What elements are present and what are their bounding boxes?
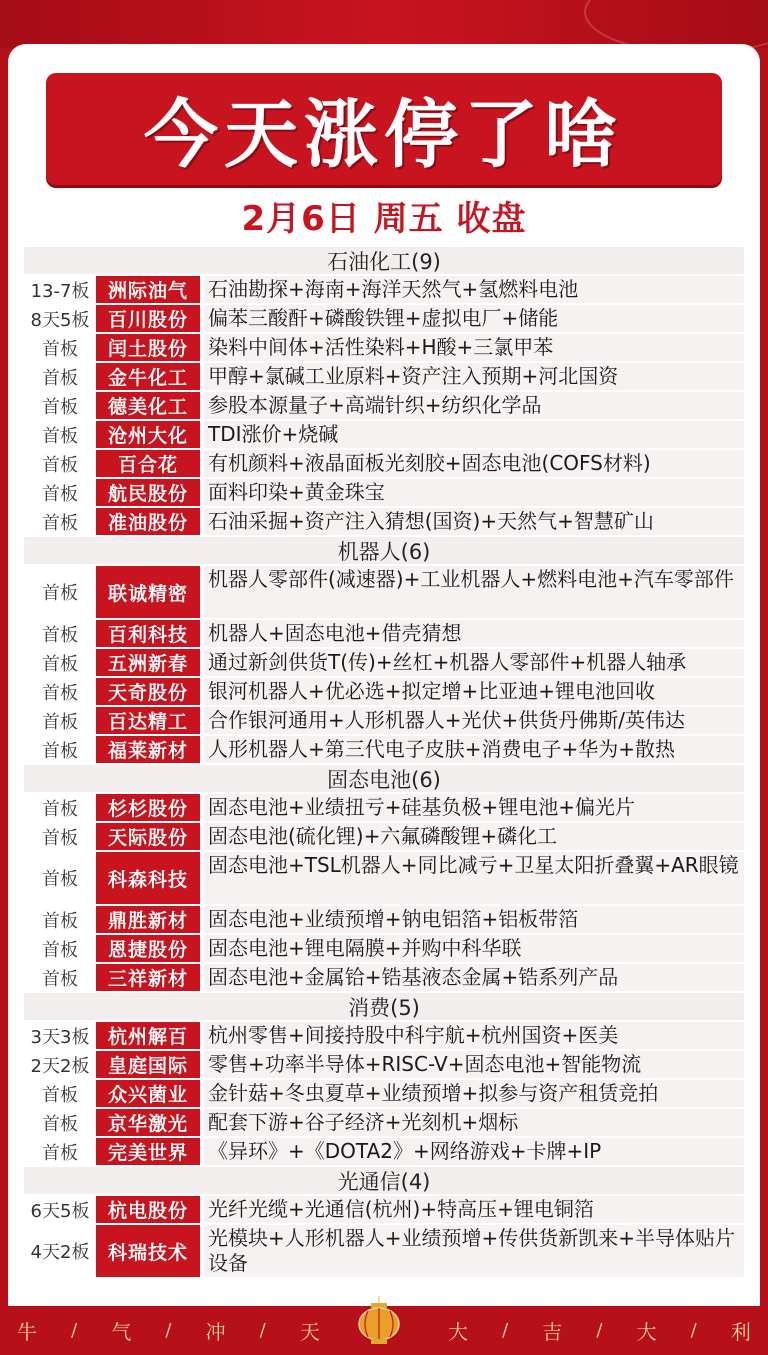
table-row xyxy=(24,678,744,705)
board-count: 2天2板 xyxy=(30,1055,90,1077)
concept-text: 机器人零部件(减速器)+工业机器人+燃料电池+汽车零部件 xyxy=(204,566,744,618)
table-row xyxy=(24,1138,744,1165)
stock-name: 科森科技 xyxy=(96,852,200,904)
table-row xyxy=(24,392,744,419)
board-count: 首板 xyxy=(42,968,78,990)
stock-name: 天奇股份 xyxy=(96,678,200,705)
concept-text: 参股本源量子+高端针织+纺织化学品 xyxy=(204,392,744,419)
board-count: 首板 xyxy=(42,396,78,418)
concept-text: 《异环》+《DOTA2》+网络游戏+卡牌+IP xyxy=(204,1138,744,1165)
stock-name: 杭州解百 xyxy=(96,1022,200,1049)
table-row xyxy=(24,1051,744,1078)
stock-name: 恩捷股份 xyxy=(96,935,200,962)
table-row xyxy=(24,1080,744,1107)
concept-text: 杭州零售+间接持股中科宇航+杭州国资+医美 xyxy=(204,1022,744,1049)
board-count: 首板 xyxy=(42,910,78,932)
concept-text: 染料中间体+活性染料+H酸+三氯甲苯 xyxy=(204,334,744,361)
stock-name: 准油股份 xyxy=(96,508,200,535)
table-row xyxy=(24,334,744,361)
stock-name: 科瑞技术 xyxy=(96,1225,200,1277)
concept-text: 配套下游+谷子经济+光刻机+烟标 xyxy=(204,1109,744,1136)
concept-text: 固态电池+金属铪+锆基液态金属+锆系列产品 xyxy=(204,964,744,991)
slogan-char: 利 xyxy=(730,1320,751,1344)
table-row xyxy=(24,1109,744,1136)
stock-name: 三祥新材 xyxy=(96,964,200,991)
stock-name: 杭电股份 xyxy=(96,1196,200,1223)
board-count: 首板 xyxy=(42,425,78,447)
board-count: 首板 xyxy=(42,869,78,890)
category-header: 固态电池(6) xyxy=(24,765,744,792)
stock-name: 百利科技 xyxy=(96,620,200,647)
table-row xyxy=(24,620,744,647)
concept-text: 合作银河通用+人形机器人+光伏+供货丹佛斯/英伟达 xyxy=(204,707,744,734)
board-count: 首板 xyxy=(42,583,78,604)
table-row xyxy=(24,649,744,676)
stock-name: 五洲新春 xyxy=(96,649,200,676)
stock-name: 杉杉股份 xyxy=(96,794,200,821)
table-row xyxy=(24,508,744,535)
slogan-char: 牛 xyxy=(17,1320,38,1344)
board-count: 首板 xyxy=(42,711,78,733)
concept-text: 固态电池+业绩预增+钠电铝箔+铝板带箔 xyxy=(204,906,744,933)
concept-text: 光模块+人形机器人+业绩预增+传供货新凯来+半导体贴片设备 xyxy=(204,1225,744,1277)
category-header: 消费(5) xyxy=(24,993,744,1020)
concept-text: 零售+功率半导体+RISC-V+固态电池+智能物流 xyxy=(204,1051,744,1078)
category-header: 石油化工(9) xyxy=(24,247,744,274)
board-count: 13-7板 xyxy=(30,280,90,302)
concept-text: 固态电池(硫化锂)+六氟磷酸锂+磷化工 xyxy=(204,823,744,850)
concept-text: 石油采掘+资产注入猜想(国资)+天然气+智慧矿山 xyxy=(204,508,744,535)
concept-text: 固态电池+TSL机器人+同比减亏+卫星太阳折叠翼+AR眼镜 xyxy=(204,852,744,904)
table-row xyxy=(24,736,744,763)
concept-text: 偏苯三酸酐+磷酸铁锂+虚拟电厂+储能 xyxy=(204,305,744,332)
board-count: 首板 xyxy=(42,939,78,961)
concept-text: 甲醇+氯碱工业原料+资产注入预期+河北国资 xyxy=(204,363,744,390)
lantern-icon xyxy=(354,1296,404,1348)
table-row xyxy=(24,906,744,933)
stock-name: 德美化工 xyxy=(96,392,200,419)
board-count: 3天3板 xyxy=(30,1026,90,1048)
slogan-separator: / xyxy=(596,1320,603,1341)
top-background xyxy=(0,0,768,48)
stock-name: 众兴菌业 xyxy=(96,1080,200,1107)
stock-name: 完美世界 xyxy=(96,1138,200,1165)
board-count: 4天2板 xyxy=(30,1242,90,1263)
stock-name: 京华激光 xyxy=(96,1109,200,1136)
stock-name: 鼎胜新材 xyxy=(96,906,200,933)
board-count: 首板 xyxy=(42,454,78,476)
category-header: 光通信(4) xyxy=(24,1167,744,1194)
stock-name: 天际股份 xyxy=(96,823,200,850)
slogan-char: 天 xyxy=(299,1320,320,1344)
table-row xyxy=(24,1022,744,1049)
concept-text: 人形机器人+第三代电子皮肤+消费电子+华为+散热 xyxy=(204,736,744,763)
board-count: 首板 xyxy=(42,1084,78,1106)
slogan-char: 大 xyxy=(448,1320,469,1344)
slogan-separator: / xyxy=(259,1320,266,1341)
table-row xyxy=(24,823,744,850)
table-row xyxy=(24,479,744,506)
table-row xyxy=(24,1225,744,1277)
slogan-separator: / xyxy=(690,1320,697,1341)
table-row xyxy=(24,1196,744,1223)
table-row xyxy=(24,794,744,821)
table-row xyxy=(24,363,744,390)
board-count: 首板 xyxy=(42,653,78,675)
board-count: 首板 xyxy=(42,338,78,360)
stock-name: 航民股份 xyxy=(96,479,200,506)
table-row xyxy=(24,276,744,303)
slogan-char: 气 xyxy=(111,1320,132,1344)
slogan-separator: / xyxy=(165,1320,172,1341)
slogan-separator: / xyxy=(71,1320,78,1341)
stock-name: 洲际油气 xyxy=(96,276,200,303)
stock-name: 沧州大化 xyxy=(96,421,200,448)
slogan-char: 冲 xyxy=(205,1320,226,1344)
board-count: 8天5板 xyxy=(30,309,90,331)
board-count: 首板 xyxy=(42,512,78,534)
stock-name: 皇庭国际 xyxy=(96,1051,200,1078)
slogan-char: 吉 xyxy=(542,1320,563,1344)
stock-name: 百川股份 xyxy=(96,305,200,332)
concept-text: 固态电池+锂电隔膜+并购中科华联 xyxy=(204,935,744,962)
board-count: 首板 xyxy=(42,1113,78,1135)
slogan-char: 大 xyxy=(636,1320,657,1344)
stock-name: 福莱新材 xyxy=(96,736,200,763)
concept-text: 有机颜料+液晶面板光刻胶+固态电池(COFS材料) xyxy=(204,450,744,477)
limit-up-table xyxy=(24,246,744,1279)
board-count: 6天5板 xyxy=(30,1200,90,1222)
board-count: 首板 xyxy=(42,827,78,849)
concept-text: 机器人+固态电池+借壳猜想 xyxy=(204,620,744,647)
board-count: 首板 xyxy=(42,1142,78,1164)
stock-name: 联诚精密 xyxy=(96,566,200,618)
table-row xyxy=(24,852,744,904)
table-row xyxy=(24,935,744,962)
table-row xyxy=(24,964,744,991)
stock-name: 金牛化工 xyxy=(96,363,200,390)
table-row xyxy=(24,450,744,477)
board-count: 首板 xyxy=(42,624,78,646)
board-count: 首板 xyxy=(42,367,78,389)
concept-text: 光纤光缆+光通信(杭州)+特高压+锂电铜箔 xyxy=(204,1196,744,1223)
concept-text: 固态电池+业绩扭亏+硅基负极+锂电池+偏光片 xyxy=(204,794,744,821)
stock-name: 百达精工 xyxy=(96,707,200,734)
concept-text: 金针菇+冬虫夏草+业绩预增+拟参与资产租赁竞拍 xyxy=(204,1080,744,1107)
concept-text: 面料印染+黄金珠宝 xyxy=(204,479,744,506)
concept-text: 银河机器人+优必选+拟定增+比亚迪+锂电池回收 xyxy=(204,678,744,705)
board-count: 首板 xyxy=(42,798,78,820)
title-banner xyxy=(46,73,722,185)
page-title: 今天涨停了啥 xyxy=(144,92,624,178)
stock-name: 闰土股份 xyxy=(96,334,200,361)
table-row xyxy=(24,566,744,618)
board-count: 首板 xyxy=(42,483,78,505)
stock-name: 百合花 xyxy=(96,450,200,477)
date-line: 2月6日 周五 收盘 xyxy=(241,198,527,239)
slogan-separator: / xyxy=(502,1320,509,1341)
board-count: 首板 xyxy=(42,682,78,704)
concept-text: TDI涨价+烧碱 xyxy=(204,421,744,448)
board-count: 首板 xyxy=(42,740,78,762)
category-header: 机器人(6) xyxy=(24,537,744,564)
table-row xyxy=(24,707,744,734)
concept-text: 石油勘探+海南+海洋天然气+氢燃料电池 xyxy=(204,276,744,303)
table-row xyxy=(24,305,744,332)
table-row xyxy=(24,421,744,448)
concept-text: 通过新剑供货T(传)+丝杠+机器人零部件+机器人轴承 xyxy=(204,649,744,676)
